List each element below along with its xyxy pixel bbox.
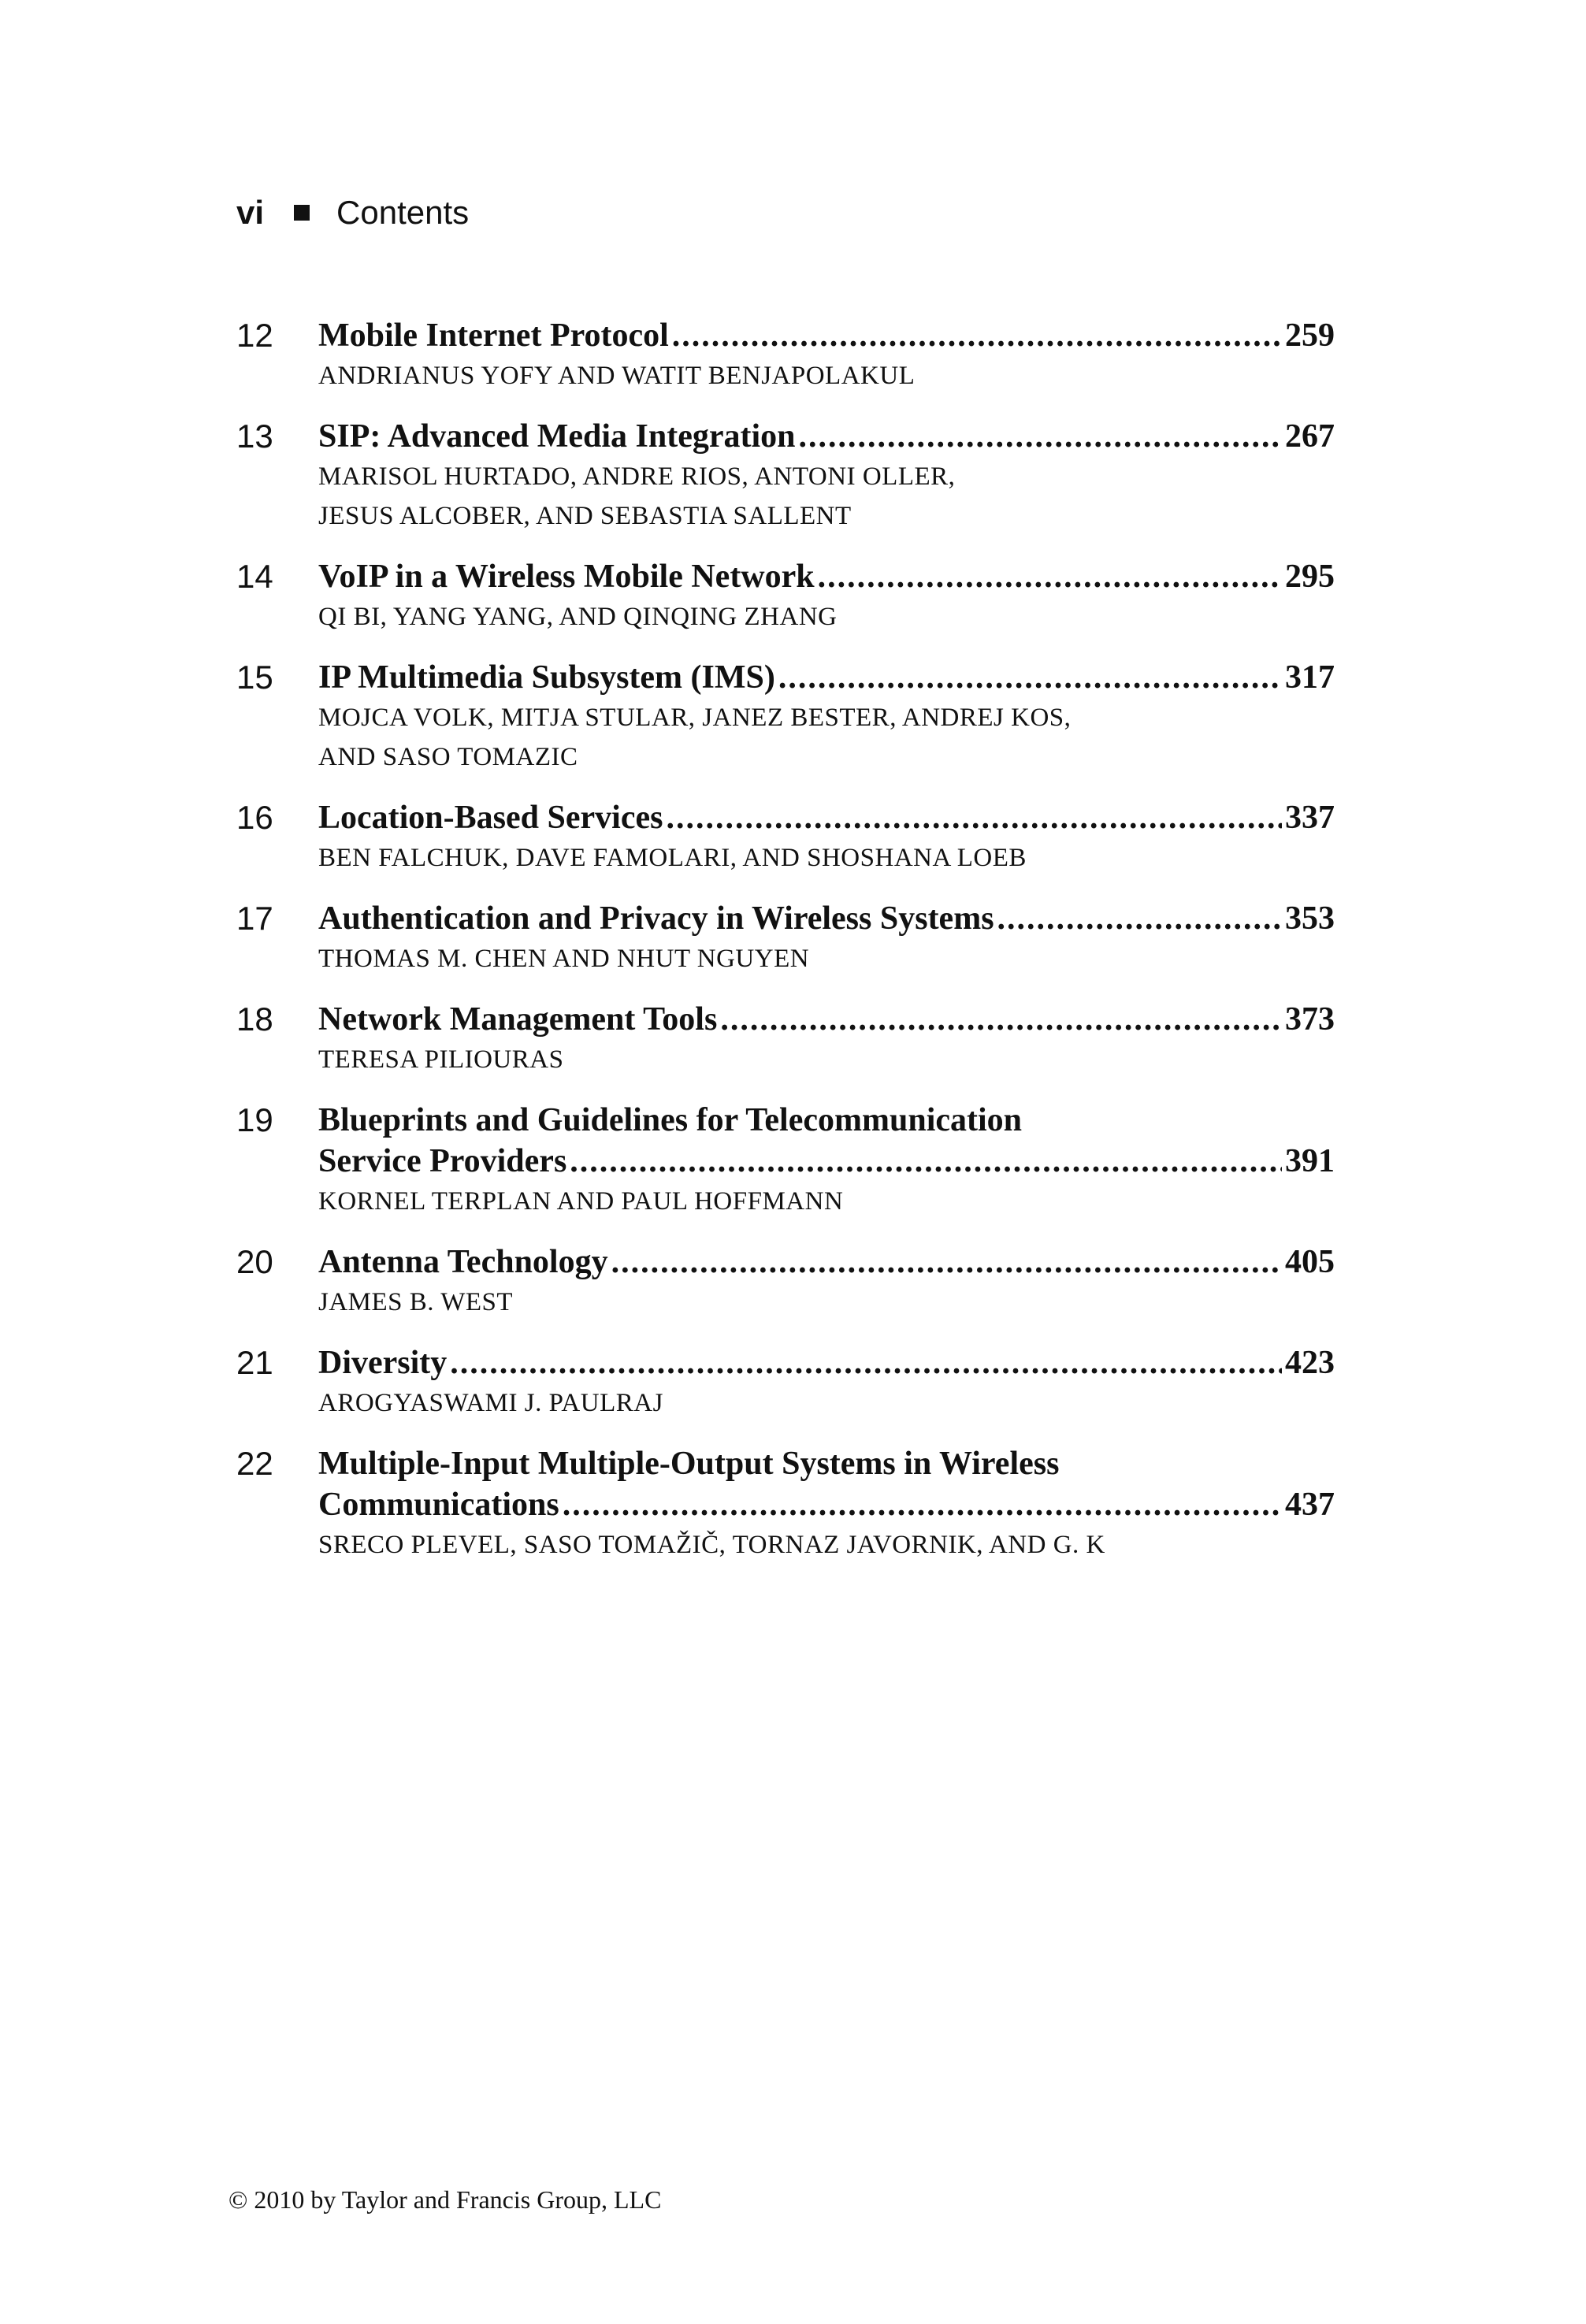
chapter-number: 19 xyxy=(236,1101,273,1138)
chapter-authors: JESUS ALCOBER, AND SEBASTIA SALLENT xyxy=(318,502,852,530)
chapter-authors: TERESA PILIOURAS xyxy=(318,1045,564,1074)
chapter-number: 20 xyxy=(236,1243,273,1280)
chapter-title-row xyxy=(318,898,1335,939)
toc-entry[interactable] xyxy=(236,556,1335,637)
copyright-footer: © 2010 by Taylor and Francis Group, LLC xyxy=(228,2185,662,2214)
chapter-number: 21 xyxy=(236,1344,273,1381)
dot-leader xyxy=(611,1242,1282,1283)
chapter-title: VoIP in a Wireless Mobile Network xyxy=(318,559,815,595)
chapter-title: Antenna Technology xyxy=(318,1244,608,1280)
toc-entry[interactable] xyxy=(236,416,1335,536)
dot-leader xyxy=(563,1484,1282,1525)
chapter-authors: KORNEL TERPLAN AND PAUL HOFFMANN xyxy=(318,1187,844,1216)
toc-entry[interactable] xyxy=(236,1342,1335,1423)
chapter-title-row xyxy=(318,797,1335,838)
chapter-number: 17 xyxy=(236,900,273,937)
chapter-number: 18 xyxy=(236,1001,273,1038)
chapter-page-number: 373 xyxy=(1285,1001,1335,1038)
chapter-page-number: 267 xyxy=(1285,418,1335,455)
chapter-title: Mobile Internet Protocol xyxy=(318,317,669,354)
chapter-number: 12 xyxy=(236,317,273,354)
chapter-page-number: 391 xyxy=(1285,1143,1335,1179)
toc-entry[interactable] xyxy=(236,1443,1335,1565)
toc-entry[interactable] xyxy=(236,1242,1335,1322)
chapter-page-number: 353 xyxy=(1285,900,1335,937)
dot-leader xyxy=(450,1342,1282,1383)
chapter-title: Network Management Tools xyxy=(318,1001,718,1038)
dot-leader xyxy=(799,416,1282,457)
chapter-title-row xyxy=(318,315,1335,356)
chapter-page-number: 295 xyxy=(1285,559,1335,595)
chapter-number: 22 xyxy=(236,1445,273,1482)
chapter-title: Service Providers xyxy=(318,1143,567,1179)
dot-leader xyxy=(570,1141,1282,1182)
chapter-title: SIP: Advanced Media Integration xyxy=(318,418,796,455)
chapter-authors: ANDRIANUS YOFY AND WATIT BENJAPOLAKUL xyxy=(318,362,916,390)
chapter-title: Communications xyxy=(318,1487,559,1523)
section-title: Contents xyxy=(336,194,470,231)
toc-entry[interactable] xyxy=(236,657,1335,777)
chapter-title-row xyxy=(318,1484,1335,1525)
running-head xyxy=(236,194,469,232)
chapter-authors: THOMAS M. CHEN AND NHUT NGUYEN xyxy=(318,945,810,973)
chapter-number: 16 xyxy=(236,799,273,836)
square-bullet-icon xyxy=(294,205,310,221)
dot-leader xyxy=(818,556,1282,597)
chapter-authors: AND SASO TOMAZIC xyxy=(318,743,578,771)
chapter-number: 15 xyxy=(236,659,273,696)
toc-entry[interactable] xyxy=(236,999,1335,1079)
chapter-number: 14 xyxy=(236,558,273,595)
chapter-page-number: 423 xyxy=(1285,1345,1335,1381)
chapter-page-number: 405 xyxy=(1285,1244,1335,1280)
chapter-authors: BEN FALCHUK, DAVE FAMOLARI, AND SHOSHANA LOEB xyxy=(318,844,1027,872)
chapter-page-number: 437 xyxy=(1285,1487,1335,1523)
chapter-authors: MOJCA VOLK, MITJA STULAR, JANEZ BESTER, ANDREJ KOS, xyxy=(318,704,1072,732)
chapter-title-line: Blueprints and Guidelines for Telecommunication xyxy=(318,1102,1023,1138)
page-number: vi xyxy=(236,194,265,231)
dot-leader xyxy=(666,797,1282,838)
chapter-page-number: 317 xyxy=(1285,659,1335,696)
chapter-title-row xyxy=(318,999,1335,1040)
chapter-authors: JAMES B. WEST xyxy=(318,1288,514,1316)
chapter-title-row xyxy=(318,1342,1335,1383)
chapter-title-row xyxy=(318,416,1335,457)
chapter-title-row xyxy=(318,1242,1335,1283)
chapter-authors: SRECO PLEVEL, SASO TOMAŽIČ, TORNAZ JAVORNIK, AND G. K xyxy=(318,1531,1105,1559)
chapter-title-row xyxy=(318,556,1335,597)
dot-leader xyxy=(720,999,1282,1040)
toc-entry[interactable] xyxy=(236,797,1335,878)
table-of-contents xyxy=(236,315,1335,1585)
dot-leader xyxy=(997,898,1282,939)
dot-leader xyxy=(778,657,1282,698)
chapter-title: Diversity xyxy=(318,1345,448,1381)
dot-leader xyxy=(672,315,1282,356)
chapter-title-row xyxy=(318,657,1335,698)
chapter-page-number: 259 xyxy=(1285,317,1335,354)
chapter-title: IP Multimedia Subsystem (IMS) xyxy=(318,659,775,696)
toc-entry[interactable] xyxy=(236,898,1335,978)
chapter-authors: QI BI, YANG YANG, AND QINQING ZHANG xyxy=(318,603,838,631)
chapter-authors: MARISOL HURTADO, ANDRE RIOS, ANTONI OLLER, xyxy=(318,462,956,491)
chapter-title-row xyxy=(318,1141,1335,1182)
chapter-title: Location-Based Services xyxy=(318,800,663,836)
toc-entry[interactable] xyxy=(236,315,1335,395)
chapter-page-number: 337 xyxy=(1285,800,1335,836)
chapter-title: Authentication and Privacy in Wireless Systems xyxy=(318,900,994,937)
toc-entry[interactable] xyxy=(236,1100,1335,1221)
chapter-title-line: Multiple-Input Multiple-Output Systems in Wireless xyxy=(318,1446,1060,1482)
chapter-number: 13 xyxy=(236,418,273,455)
chapter-authors: AROGYASWAMI J. PAULRAJ xyxy=(318,1389,663,1417)
